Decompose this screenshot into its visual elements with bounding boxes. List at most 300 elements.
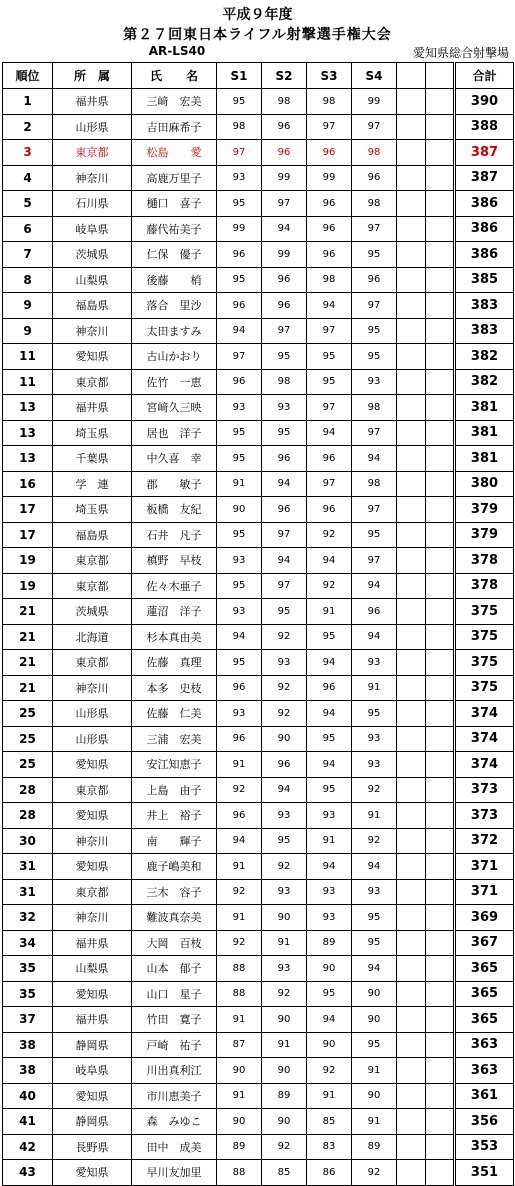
blank-cell xyxy=(397,165,426,191)
s1-cell: 98 xyxy=(217,114,262,140)
name-cell: 難波真奈美 xyxy=(132,905,217,931)
affiliation-cell: 神奈川 xyxy=(53,828,132,854)
name-cell: 三浦 宏美 xyxy=(132,726,217,752)
rank-cell: 25 xyxy=(3,701,53,727)
s4-cell: 99 xyxy=(352,89,397,115)
table-row xyxy=(3,675,514,701)
table-row xyxy=(3,1083,514,1109)
s2-cell: 96 xyxy=(262,446,307,472)
s2-cell: 90 xyxy=(262,905,307,931)
name-cell: 竹田 寛子 xyxy=(132,1007,217,1033)
s2-cell: 97 xyxy=(262,573,307,599)
blank-cell xyxy=(397,216,426,242)
rank-cell: 32 xyxy=(3,905,53,931)
affiliation-cell: 福井県 xyxy=(53,395,132,421)
s3-cell: 93 xyxy=(307,905,352,931)
s4-cell: 97 xyxy=(352,420,397,446)
col-rank-header: 順位 xyxy=(3,63,53,89)
table-row xyxy=(3,293,514,319)
s3-cell: 95 xyxy=(307,981,352,1007)
blank-cell xyxy=(426,599,455,625)
blank-cell xyxy=(426,1083,455,1109)
s3-cell: 94 xyxy=(307,854,352,880)
table-header-row xyxy=(3,63,514,89)
affiliation-cell: 岐阜県 xyxy=(53,216,132,242)
blank-cell xyxy=(426,548,455,574)
affiliation-cell: 山形県 xyxy=(53,114,132,140)
s3-cell: 86 xyxy=(307,1160,352,1186)
col-pref-header: 所 属 xyxy=(53,63,132,89)
total-cell: 386 xyxy=(455,242,514,268)
blank-cell xyxy=(397,828,426,854)
s4-cell: 91 xyxy=(352,1058,397,1084)
rank-cell: 21 xyxy=(3,624,53,650)
name-cell: 吉田麻希子 xyxy=(132,114,217,140)
s4-cell: 95 xyxy=(352,1032,397,1058)
blank-cell xyxy=(397,1058,426,1084)
rank-cell: 13 xyxy=(3,446,53,472)
blank-cell xyxy=(397,140,426,166)
total-cell: 374 xyxy=(455,752,514,778)
blank-cell xyxy=(397,573,426,599)
s4-cell: 90 xyxy=(352,981,397,1007)
s1-cell: 99 xyxy=(217,216,262,242)
name-cell: 山本 郁子 xyxy=(132,956,217,982)
s3-cell: 93 xyxy=(307,879,352,905)
s1-cell: 90 xyxy=(217,497,262,523)
total-cell: 383 xyxy=(455,318,514,344)
col-s3-header: S3 xyxy=(307,63,352,89)
table-row xyxy=(3,318,514,344)
s4-cell: 94 xyxy=(352,624,397,650)
table-row xyxy=(3,956,514,982)
s4-cell: 95 xyxy=(352,701,397,727)
s4-cell: 93 xyxy=(352,752,397,778)
s3-cell: 91 xyxy=(307,1083,352,1109)
s1-cell: 91 xyxy=(217,854,262,880)
name-cell: 樋口 喜子 xyxy=(132,191,217,217)
col-total-header: 合計 xyxy=(455,63,514,89)
s3-cell: 95 xyxy=(307,344,352,370)
table-row xyxy=(3,1032,514,1058)
affiliation-cell: 山梨県 xyxy=(53,267,132,293)
blank-cell xyxy=(397,1109,426,1135)
s3-cell: 95 xyxy=(307,777,352,803)
s4-cell: 97 xyxy=(352,216,397,242)
s1-cell: 95 xyxy=(217,267,262,293)
s3-cell: 99 xyxy=(307,165,352,191)
s3-cell: 97 xyxy=(307,471,352,497)
blank-cell xyxy=(426,726,455,752)
rank-cell: 41 xyxy=(3,1109,53,1135)
name-cell: 高鹿万里子 xyxy=(132,165,217,191)
blank-cell xyxy=(426,1007,455,1033)
s3-cell: 94 xyxy=(307,420,352,446)
s3-cell: 92 xyxy=(307,1058,352,1084)
total-cell: 373 xyxy=(455,777,514,803)
table-row xyxy=(3,165,514,191)
blank-cell xyxy=(397,930,426,956)
rank-cell: 40 xyxy=(3,1083,53,1109)
rank-cell: 19 xyxy=(3,548,53,574)
blank-cell xyxy=(426,650,455,676)
blank-cell xyxy=(426,1134,455,1160)
s4-cell: 90 xyxy=(352,1083,397,1109)
rank-cell: 28 xyxy=(3,777,53,803)
rank-cell: 42 xyxy=(3,1134,53,1160)
s1-cell: 93 xyxy=(217,599,262,625)
blank-cell xyxy=(397,369,426,395)
total-cell: 382 xyxy=(455,344,514,370)
blank-cell xyxy=(426,446,455,472)
blank-cell xyxy=(397,114,426,140)
blank-cell xyxy=(426,1109,455,1135)
name-cell: 居也 洋子 xyxy=(132,420,217,446)
total-cell: 381 xyxy=(455,395,514,421)
s4-cell: 91 xyxy=(352,1109,397,1135)
rank-cell: 38 xyxy=(3,1058,53,1084)
total-cell: 379 xyxy=(455,522,514,548)
s2-cell: 96 xyxy=(262,114,307,140)
s4-cell: 94 xyxy=(352,854,397,880)
s1-cell: 96 xyxy=(217,675,262,701)
blank-cell xyxy=(397,752,426,778)
rank-cell: 31 xyxy=(3,879,53,905)
s4-cell: 97 xyxy=(352,293,397,319)
s1-cell: 95 xyxy=(217,420,262,446)
affiliation-cell: 東京都 xyxy=(53,573,132,599)
table-row xyxy=(3,471,514,497)
table-row xyxy=(3,930,514,956)
name-cell: 南 輝子 xyxy=(132,828,217,854)
s3-cell: 90 xyxy=(307,956,352,982)
rank-cell: 9 xyxy=(3,318,53,344)
rank-cell: 7 xyxy=(3,242,53,268)
table-row xyxy=(3,420,514,446)
blank-cell xyxy=(397,777,426,803)
affiliation-cell: 福井県 xyxy=(53,1007,132,1033)
blank-cell xyxy=(397,803,426,829)
blank-cell xyxy=(426,267,455,293)
name-cell: 佐藤 仁美 xyxy=(132,701,217,727)
table-row xyxy=(3,828,514,854)
col-blank2-header xyxy=(426,63,455,89)
s2-cell: 97 xyxy=(262,318,307,344)
rank-cell: 2 xyxy=(3,114,53,140)
blank-cell xyxy=(397,420,426,446)
s3-cell: 94 xyxy=(307,548,352,574)
table-row xyxy=(3,1058,514,1084)
blank-cell xyxy=(426,1160,455,1186)
total-cell: 380 xyxy=(455,471,514,497)
affiliation-cell: 東京都 xyxy=(53,879,132,905)
blank-cell xyxy=(426,293,455,319)
s3-cell: 94 xyxy=(307,293,352,319)
name-cell: 戸崎 祐子 xyxy=(132,1032,217,1058)
s1-cell: 96 xyxy=(217,803,262,829)
s4-cell: 94 xyxy=(352,573,397,599)
s1-cell: 88 xyxy=(217,981,262,1007)
affiliation-cell: 北海道 xyxy=(53,624,132,650)
total-cell: 375 xyxy=(455,675,514,701)
s3-cell: 96 xyxy=(307,497,352,523)
blank-cell xyxy=(397,344,426,370)
s4-cell: 94 xyxy=(352,446,397,472)
table-row xyxy=(3,140,514,166)
s1-cell: 93 xyxy=(217,395,262,421)
affiliation-cell: 愛知県 xyxy=(53,1083,132,1109)
blank-cell xyxy=(426,471,455,497)
blank-cell xyxy=(426,420,455,446)
table-row xyxy=(3,242,514,268)
s2-cell: 94 xyxy=(262,471,307,497)
s2-cell: 92 xyxy=(262,701,307,727)
s4-cell: 93 xyxy=(352,879,397,905)
affiliation-cell: 福島県 xyxy=(53,293,132,319)
s2-cell: 99 xyxy=(262,165,307,191)
blank-cell xyxy=(397,854,426,880)
s1-cell: 94 xyxy=(217,318,262,344)
s4-cell: 92 xyxy=(352,777,397,803)
blank-cell xyxy=(397,548,426,574)
name-cell: 大岡 百枝 xyxy=(132,930,217,956)
blank-cell xyxy=(426,318,455,344)
s4-cell: 92 xyxy=(352,1160,397,1186)
blank-cell xyxy=(397,675,426,701)
s4-cell: 95 xyxy=(352,318,397,344)
total-cell: 363 xyxy=(455,1058,514,1084)
col-s2-header: S2 xyxy=(262,63,307,89)
blank-cell xyxy=(397,599,426,625)
s2-cell: 95 xyxy=(262,344,307,370)
total-cell: 353 xyxy=(455,1134,514,1160)
total-cell: 351 xyxy=(455,1160,514,1186)
name-cell: 板橋 友紀 xyxy=(132,497,217,523)
blank-cell xyxy=(426,930,455,956)
affiliation-cell: 神奈川 xyxy=(53,675,132,701)
s3-cell: 90 xyxy=(307,1032,352,1058)
s3-cell: 98 xyxy=(307,89,352,115)
table-row xyxy=(3,981,514,1007)
s1-cell: 91 xyxy=(217,1083,262,1109)
col-s4-header: S4 xyxy=(352,63,397,89)
s1-cell: 88 xyxy=(217,1160,262,1186)
total-cell: 375 xyxy=(455,624,514,650)
rank-cell: 9 xyxy=(3,293,53,319)
blank-cell xyxy=(426,1058,455,1084)
s1-cell: 89 xyxy=(217,1134,262,1160)
affiliation-cell: 静岡県 xyxy=(53,1109,132,1135)
rank-cell: 13 xyxy=(3,395,53,421)
name-cell: 中久喜 幸 xyxy=(132,446,217,472)
blank-cell xyxy=(397,395,426,421)
blank-cell xyxy=(426,624,455,650)
total-cell: 365 xyxy=(455,981,514,1007)
total-cell: 374 xyxy=(455,701,514,727)
blank-cell xyxy=(397,1032,426,1058)
s4-cell: 90 xyxy=(352,1007,397,1033)
blank-cell xyxy=(397,267,426,293)
s4-cell: 95 xyxy=(352,930,397,956)
s1-cell: 93 xyxy=(217,701,262,727)
table-row xyxy=(3,573,514,599)
s1-cell: 96 xyxy=(217,726,262,752)
total-cell: 379 xyxy=(455,497,514,523)
blank-cell xyxy=(397,956,426,982)
total-cell: 378 xyxy=(455,573,514,599)
name-cell: 石井 凡子 xyxy=(132,522,217,548)
s4-cell: 93 xyxy=(352,726,397,752)
blank-cell xyxy=(397,1007,426,1033)
total-cell: 361 xyxy=(455,1083,514,1109)
s2-cell: 85 xyxy=(262,1160,307,1186)
name-cell: 三﨑 宏美 xyxy=(132,89,217,115)
blank-cell xyxy=(426,140,455,166)
total-cell: 375 xyxy=(455,599,514,625)
blank-cell xyxy=(426,803,455,829)
s2-cell: 91 xyxy=(262,1032,307,1058)
total-cell: 371 xyxy=(455,854,514,880)
rank-cell: 13 xyxy=(3,420,53,446)
s1-cell: 90 xyxy=(217,1109,262,1135)
blank-cell xyxy=(397,1134,426,1160)
s4-cell: 97 xyxy=(352,497,397,523)
total-cell: 374 xyxy=(455,726,514,752)
rank-cell: 25 xyxy=(3,752,53,778)
s2-cell: 90 xyxy=(262,726,307,752)
blank-cell xyxy=(397,522,426,548)
rank-cell: 17 xyxy=(3,497,53,523)
s4-cell: 98 xyxy=(352,191,397,217)
s1-cell: 97 xyxy=(217,344,262,370)
blank-cell xyxy=(426,344,455,370)
s4-cell: 93 xyxy=(352,650,397,676)
name-cell: 佐藤 真理 xyxy=(132,650,217,676)
rank-cell: 6 xyxy=(3,216,53,242)
affiliation-cell: 愛知県 xyxy=(53,752,132,778)
name-cell: 宮﨑久三映 xyxy=(132,395,217,421)
table-row xyxy=(3,497,514,523)
name-cell: 藤代祐美子 xyxy=(132,216,217,242)
rank-cell: 35 xyxy=(3,956,53,982)
col-name-header: 氏 名 xyxy=(132,63,217,89)
rank-cell: 17 xyxy=(3,522,53,548)
affiliation-cell: 神奈川 xyxy=(53,905,132,931)
name-cell: 田中 成美 xyxy=(132,1134,217,1160)
s3-cell: 85 xyxy=(307,1109,352,1135)
affiliation-cell: 東京都 xyxy=(53,777,132,803)
s3-cell: 94 xyxy=(307,1007,352,1033)
s3-cell: 95 xyxy=(307,369,352,395)
rank-cell: 30 xyxy=(3,828,53,854)
name-cell: 佐竹 一恵 xyxy=(132,369,217,395)
s4-cell: 98 xyxy=(352,395,397,421)
s2-cell: 92 xyxy=(262,624,307,650)
table-row xyxy=(3,599,514,625)
s3-cell: 96 xyxy=(307,675,352,701)
s2-cell: 97 xyxy=(262,191,307,217)
s2-cell: 92 xyxy=(262,981,307,1007)
total-cell: 381 xyxy=(455,446,514,472)
blank-cell xyxy=(397,293,426,319)
event-title: 第２７回東日本ライフル射撃選手権大会 xyxy=(123,27,392,43)
name-cell: 後藤 梢 xyxy=(132,267,217,293)
s4-cell: 96 xyxy=(352,267,397,293)
affiliation-cell: 東京都 xyxy=(53,650,132,676)
s4-cell: 95 xyxy=(352,344,397,370)
name-cell: 落合 里沙 xyxy=(132,293,217,319)
affiliation-cell: 石川県 xyxy=(53,191,132,217)
rank-cell: 19 xyxy=(3,573,53,599)
blank-cell xyxy=(426,165,455,191)
s1-cell: 95 xyxy=(217,89,262,115)
blank-cell xyxy=(397,318,426,344)
table-row xyxy=(3,216,514,242)
s1-cell: 94 xyxy=(217,624,262,650)
total-cell: 387 xyxy=(455,165,514,191)
name-cell: 鹿子嶋美和 xyxy=(132,854,217,880)
total-cell: 385 xyxy=(455,267,514,293)
table-row xyxy=(3,1160,514,1186)
rank-cell: 1 xyxy=(3,89,53,115)
s2-cell: 89 xyxy=(262,1083,307,1109)
s3-cell: 94 xyxy=(307,752,352,778)
name-cell: 上島 由子 xyxy=(132,777,217,803)
category-label: AR-LS40 xyxy=(148,44,206,58)
s2-cell: 92 xyxy=(262,854,307,880)
blank-cell xyxy=(426,114,455,140)
col-blank1-header xyxy=(397,63,426,89)
blank-cell xyxy=(426,905,455,931)
s2-cell: 94 xyxy=(262,777,307,803)
s4-cell: 95 xyxy=(352,905,397,931)
s2-cell: 90 xyxy=(262,1007,307,1033)
table-row xyxy=(3,701,514,727)
s1-cell: 95 xyxy=(217,522,262,548)
affiliation-cell: 東京都 xyxy=(53,369,132,395)
affiliation-cell: 静岡県 xyxy=(53,1032,132,1058)
s3-cell: 95 xyxy=(307,624,352,650)
affiliation-cell: 福井県 xyxy=(53,89,132,115)
rank-cell: 21 xyxy=(3,675,53,701)
name-cell: 市川恵美子 xyxy=(132,1083,217,1109)
s2-cell: 93 xyxy=(262,803,307,829)
blank-cell xyxy=(397,981,426,1007)
s1-cell: 95 xyxy=(217,446,262,472)
affiliation-cell: 福島県 xyxy=(53,522,132,548)
s1-cell: 95 xyxy=(217,573,262,599)
table-row xyxy=(3,114,514,140)
s1-cell: 93 xyxy=(217,548,262,574)
affiliation-cell: 愛知県 xyxy=(53,854,132,880)
table-row xyxy=(3,726,514,752)
table-row xyxy=(3,803,514,829)
total-cell: 381 xyxy=(455,420,514,446)
affiliation-cell: 長野県 xyxy=(53,1134,132,1160)
s2-cell: 99 xyxy=(262,242,307,268)
blank-cell xyxy=(426,497,455,523)
s1-cell: 95 xyxy=(217,191,262,217)
s4-cell: 94 xyxy=(352,956,397,982)
s3-cell: 92 xyxy=(307,522,352,548)
affiliation-cell: 千葉県 xyxy=(53,446,132,472)
affiliation-cell: 岐阜県 xyxy=(53,1058,132,1084)
rank-cell: 8 xyxy=(3,267,53,293)
s2-cell: 90 xyxy=(262,1109,307,1135)
results-table xyxy=(2,62,514,1186)
s4-cell: 97 xyxy=(352,114,397,140)
s2-cell: 95 xyxy=(262,599,307,625)
